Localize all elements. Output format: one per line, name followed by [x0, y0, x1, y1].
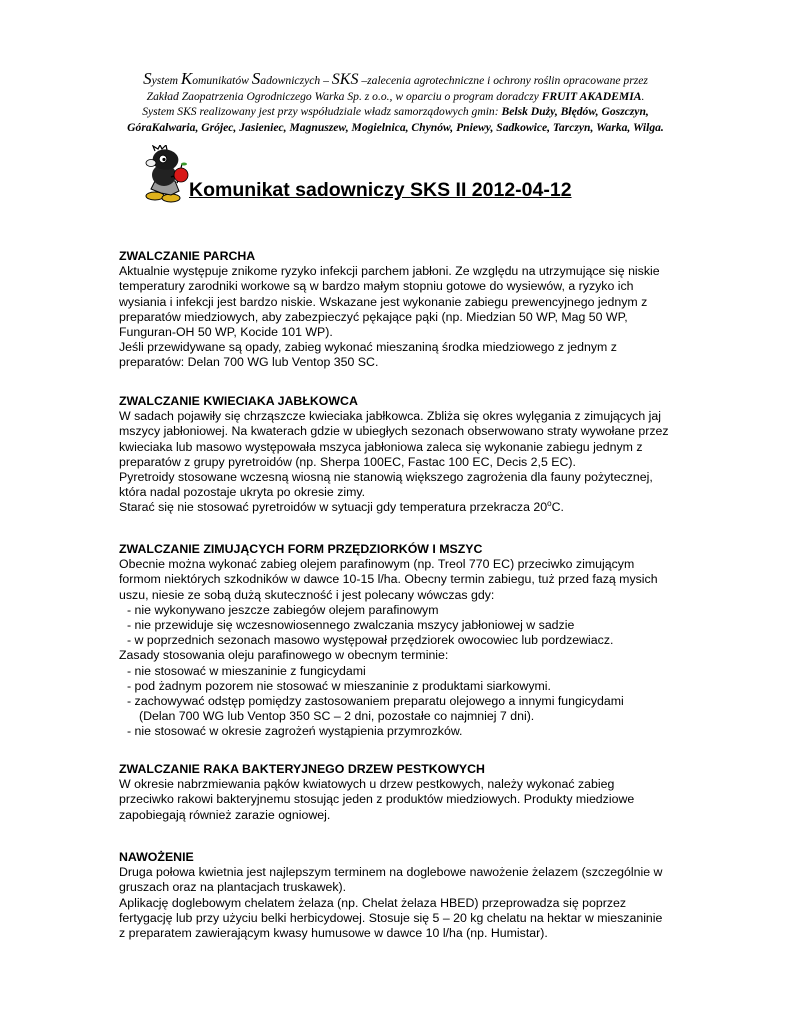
rules-heading: Zasady stosowania oleju parafinowego w obecnym terminie:	[119, 648, 449, 663]
section-parch	[119, 249, 699, 371]
list-item: - nie przewiduje się wczesnowiosennego zwalczania mszycy jabłoniowej w sadzie	[127, 618, 575, 633]
paragraph-line: która nadal pozostaje ukryta po okresie zimy.	[119, 485, 366, 500]
section-heading: NAWOŻENIE	[119, 850, 194, 864]
paragraph-line: kwieciaka lub masowo występowała mszyca jabłoniowa zaleca się wykonanie zabiegu jednym z	[119, 439, 643, 454]
paragraph-line: temperatury zarodniki workowe są w bardzo małym stopniu gotowe do wysiewów, a ryzyko ich	[119, 279, 634, 294]
section-nawozenie	[119, 850, 699, 941]
degree-symbol: o	[547, 499, 552, 509]
list-item: - nie stosować w okresie zagrożeń wystąpienia przymrozków.	[127, 724, 463, 739]
paragraph-line: Aktualnie występuje znikome ryzyko infekcji parchem jabłoni. Ze względu na utrzymujące się niskie	[119, 264, 660, 279]
paragraph-line: preparatów: Delan 700 WG lub Ventop 350 SC.	[119, 355, 379, 370]
temperature-note: Starać się nie stosować pyretroidów w sytuacji gdy temperatura przekracza 20$^o$C.	[119, 499, 564, 515]
paragraph-line: Druga połowa kwietnia jest najlepszym terminem na doglebowe nawożenie żelazem (szczególnie w	[119, 865, 663, 880]
section-heading: ZWALCZANIE ZIMUJĄCYCH FORM PRZĘDZIORKÓW I MSZYC	[119, 542, 483, 556]
paragraph-line: W sadach pojawiły się chrząszcze kwieciaka jabłkowca. Zbliża się okres wylęgania z zimujących jaj	[119, 409, 661, 424]
section-kwieciak	[119, 394, 699, 516]
paragraph-line: fertygację lub przy użyciu belki herbicydowej. Stosuje się 5 – 20 kg chelatu na hektar w mieszaninie	[119, 910, 663, 925]
list-item: - pod żadnym pozorem nie stosować w mieszaninie z produktami siarkowymi.	[127, 678, 551, 693]
paragraph-line: z preparatem zawierającym kwasy humusowe w dawce 10 l/ha (np. Humistar).	[119, 926, 548, 941]
list-item: - nie stosować w mieszaninie z fungicydami	[127, 663, 366, 678]
rules-list	[119, 664, 699, 740]
section-heading: ZWALCZANIE RAKA BAKTERYJNEGO DRZEW PESTKOWYCH	[119, 762, 485, 776]
paragraph-line: wysiania i infekcji jest bardzo niskie. Wskazane jest wykonanie zabiegu prewencyjnego jednym z	[119, 294, 648, 309]
list-item: (Delan 700 WG lub Ventop 350 SC – 2 dni, pozostałe co najmniej 7 dni).	[139, 709, 535, 724]
header-line-1: System Komunikatów Sadowniczych – SKS –zalecenia agrotechniczne i ochrony roślin opracowane przez	[143, 69, 648, 88]
paragraph-line: Aplikację doglebowym chelatem żelaza (np. Chelat żelaza HBED) przeprowadza się poprzez	[119, 895, 627, 910]
header-line-2: Zakład Zaopatrzenia Ogrodniczego Warka Sp. z o.o., w oparciu o program doradczy FRUIT AKADEMIA.	[146, 89, 645, 103]
list-item: - zachowywać odstęp pomiędzy zastosowaniem preparatu olejowego a innymi fungicydami	[127, 694, 624, 709]
header-line-4: GóraKalwaria, Grójec, Jasieniec, Magnuszew, Mogielnica, Chynów, Pniewy, Sadkowice, Tarczyn, Warka, Wilga.	[127, 120, 664, 134]
paragraph-line: Funguran-OH 50 WP, Kocide 101 WP).	[119, 325, 333, 340]
document-header	[100, 71, 691, 135]
paragraph-line: zapobiegają również zarazie ogniowej.	[119, 807, 331, 822]
section-heading: ZWALCZANIE KWIECIAKA JABŁKOWCA	[119, 394, 358, 408]
paragraph-line: Obecnie można wykonać zabieg olejem parafinowym (np. Treol 770 EC) przeciwko zimującym	[119, 557, 635, 572]
sks-acronym: SKS	[331, 71, 359, 88]
section-rak	[119, 762, 699, 823]
header-line-3: System SKS realizowany jest przy współudziale władz samorządowych gmin: Belsk Duży, Błędów, Goszczyn,	[142, 105, 649, 118]
list-item: - nie wykonywano jeszcze zabiegów olejem parafinowym	[127, 602, 439, 617]
paragraph-line: Pyretroidy stosowane wczesną wiosną nie stanowią większego zagrożenia dla fauny pożytecznej,	[119, 470, 653, 485]
section-przedziorki	[119, 542, 699, 740]
paragraph-line: mszycy jabłoniowej. Na kwaterach gdzie w ubiegłych sezonach obserwowano straty wywołane przez	[119, 424, 669, 439]
paragraph-line: przeciwko rakowi bakteryjnemu stosując jeden z produktów miedziowych. Produkty miedziowe	[119, 792, 635, 807]
paragraph-line: W okresie nabrzmiewania pąków kwiatowych u drzew pestkowych, należy wykonać zabieg	[119, 777, 615, 792]
paragraph-line: gruszach oraz na plantacjach truskawek).	[119, 880, 347, 895]
paragraph-line: preparatów z grupy pyretroidów (np. Sherpa 100EC, Fastac 100 EC, Decis 2,5 EC).	[119, 454, 576, 469]
paragraph-line: Jeśli przewidywane są opady, zabieg wykonać mieszaniną środka miedziowego z jednym z	[119, 340, 617, 355]
paragraph-line: uszu, niesie ze sobą dużą skuteczność i jest polecany wówczas gdy:	[119, 587, 495, 602]
page-title: Komunikat sadowniczy SKS II 2012-04-12	[189, 179, 572, 201]
mole-gardener-mascot-icon	[141, 145, 191, 203]
list-item: - w poprzednich sezonach masowo występował przędziorek owocowiec lub pordzewiacz.	[127, 633, 614, 648]
conditions-list	[119, 603, 699, 649]
paragraph-line: preparatów miedziowych, aby zabezpieczyć pękające pąki (np. Miedzian 50 WP, Mag 50 WP,	[119, 309, 628, 324]
paragraph-line: formom niektórych szkodników w dawce 10-15 l/ha. Obecny termin zabiegu, tuż przed fazą mysich	[119, 572, 658, 587]
section-heading: ZWALCZANIE PARCHA	[119, 249, 256, 263]
